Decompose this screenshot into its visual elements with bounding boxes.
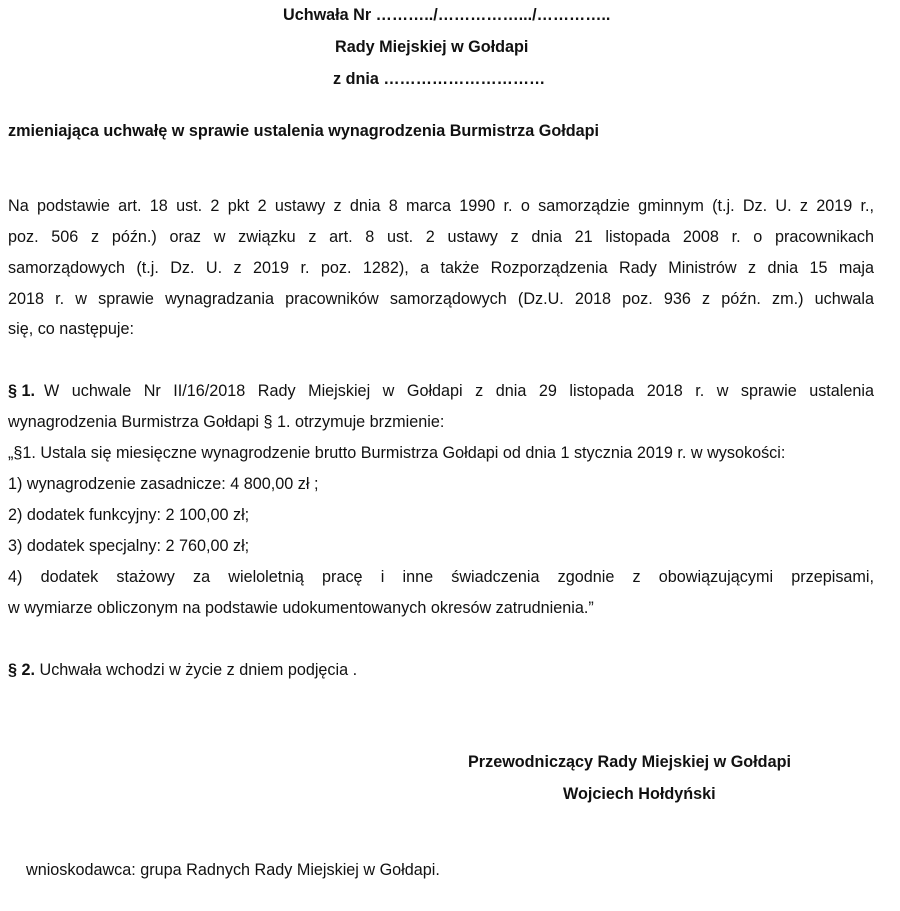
signature-name: Wojciech Hołdyński [563, 785, 716, 803]
preamble-line: się, co następuje: [8, 320, 134, 338]
resolution-date: z dnia ………………………… [333, 70, 546, 88]
salary-item: 2) dodatek funkcyjny: 2 100,00 zł; [8, 506, 250, 524]
section-1-line-2: wynagrodzenia Burmistrza Gołdapi § 1. otrzymuje brzmienie: [8, 413, 445, 431]
council-name: Rady Miejskiej w Gołdapi [335, 38, 529, 56]
resolution-subject: zmieniająca uchwałę w sprawie ustalenia wynagrodzenia Burmistrza Gołdapi [8, 122, 600, 140]
salary-item: 3) dodatek specjalny: 2 760,00 zł; [8, 537, 250, 555]
preamble-line: Na podstawie art. 18 ust. 2 pkt 2 ustawy z dnia 8 marca 1990 r. o samorządzie gminnym (t.j. Dz. U. z 2019 r., [8, 197, 874, 215]
resolution-number: Uchwała Nr ………../…………….../………….. [283, 6, 611, 24]
salary-item: 1) wynagrodzenie zasadnicze: 4 800,00 zł ; [8, 475, 319, 493]
quote-intro: „§1. Ustala się miesięczne wynagrodzenie brutto Burmistrza Gołdapi od dnia 1 stycznia 2019 r. w wysokości: [8, 444, 786, 462]
signature-title: Przewodniczący Rady Miejskiej w Gołdapi [468, 753, 791, 771]
section-2-label: § 2. [8, 661, 36, 679]
salary-item-continuation: w wymiarze obliczonym na podstawie udokumentowanych okresów zatrudnienia.” [8, 599, 594, 617]
salary-item: 4) dodatek stażowy za wieloletnią pracę i inne świadczenia zgodnie z obowiązującymi przepisami, [8, 568, 874, 586]
preamble-line: samorządowych (t.j. Dz. U. z 2019 r. poz. 1282), a także Rozporządzenia Rady Ministrów z dnia 15 maja [8, 259, 874, 277]
section-2 [8, 660, 357, 680]
preamble-line: 2018 r. w sprawie wynagradzania pracowników samorządowych (Dz.U. 2018 poz. 936 z późn. zm.) uchwala [8, 290, 874, 308]
section-1-line-1 [8, 381, 874, 401]
section-2-text: Uchwała wchodzi w życie z dniem podjęcia . [39, 661, 358, 679]
section-1-label: § 1. [8, 382, 36, 400]
proposer-note: wnioskodawca: grupa Radnych Rady Miejskiej w Gołdapi. [26, 861, 440, 879]
preamble-line: poz. 506 z późn.) oraz w związku z art. 8 ust. 2 ustawy z dnia 21 listopada 2008 r. o pracownikach [8, 228, 874, 246]
section-1-text: W uchwale Nr II/16/2018 Rady Miejskiej w Gołdapi z dnia 29 listopada 2018 r. w sprawie ustalenia [44, 382, 874, 400]
